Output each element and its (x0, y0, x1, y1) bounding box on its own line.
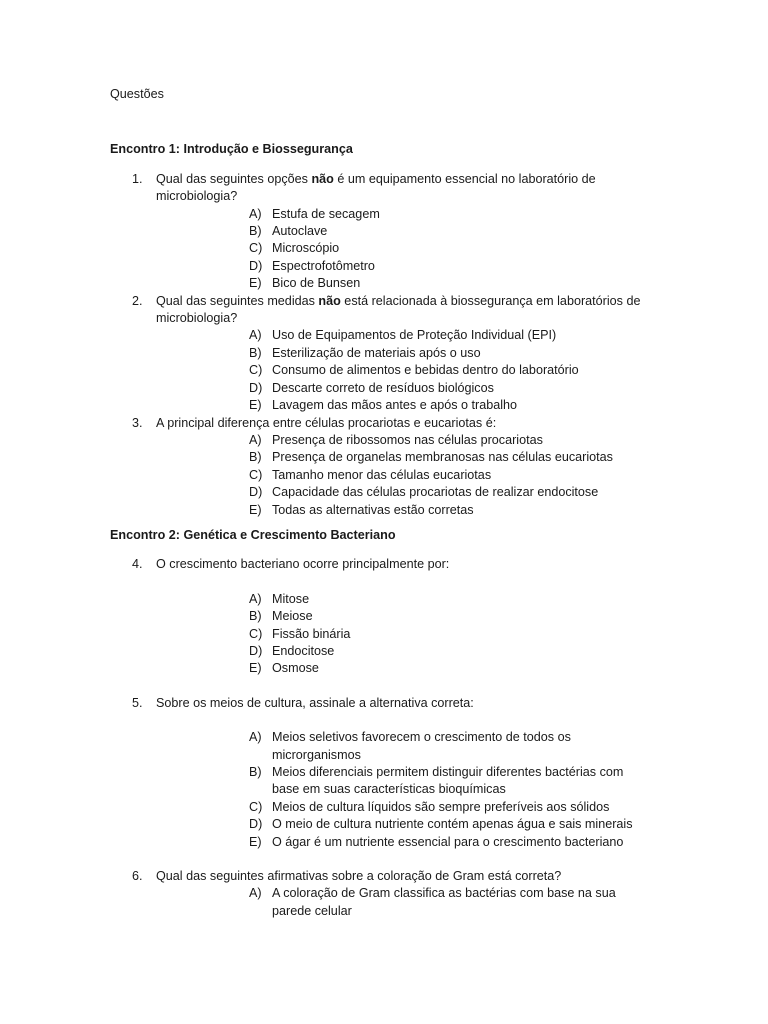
option-d: D) Descarte correto de resíduos biológicos (249, 380, 494, 395)
question-number: 4. (132, 557, 143, 572)
option-c: C) Microscópio (249, 241, 340, 256)
option-a: A) Uso de Equipamentos de Proteção Individual (EPI) (249, 328, 557, 343)
option-e: E) Bico de Bunsen (249, 276, 361, 291)
option-list (156, 432, 650, 519)
question-text: Qual das seguintes afirmativas sobre a coloração de Gram está correta? (156, 869, 562, 884)
question-number: 6. (132, 869, 143, 884)
emphasis: não (318, 293, 341, 308)
option-e: E) Lavagem das mãos antes e após o trabalho (249, 398, 518, 413)
option-d: D) Espectrofotômetro (249, 258, 375, 273)
question-text: Qual das seguintes medidas não está relacionada à biossegurança em laboratórios de microbiologia? (156, 293, 641, 326)
option-d: D) O meio de cultura nutriente contém apenas água e sais minerais (249, 817, 633, 832)
question-number: 5. (132, 695, 143, 710)
option-list (156, 327, 650, 414)
question-text: Qual das seguintes opções não é um equipamento essencial no laboratório de microbiologia? (156, 171, 596, 204)
question-number: 3. (132, 415, 143, 430)
question-6 (110, 868, 650, 920)
section-heading-1: Encontro 1: Introdução e Biossegurança (110, 142, 353, 157)
option-b: B) Meiose (249, 609, 313, 624)
section-heading-2: Encontro 2: Genética e Crescimento Bacteriano (110, 527, 396, 542)
question-list-1 (110, 171, 650, 519)
option-b: B) Esterilização de materiais após o uso (249, 345, 481, 360)
option-b: B) Presença de organelas membranosas nas células eucariotas (249, 450, 613, 465)
option-a: A) Meios seletivos favorecem o crescimento de todos os microrganismos (249, 730, 571, 762)
option-list (156, 885, 650, 920)
option-a: A) Mitose (249, 591, 310, 606)
question-number: 1. (132, 171, 143, 186)
option-c: C) Fissão binária (249, 626, 351, 641)
option-b: B) Meios diferenciais permitem distinguir diferentes bactérias com base em suas características bioquímicas (249, 765, 624, 797)
option-list (156, 591, 650, 678)
option-d: D) Endocitose (249, 643, 335, 658)
option-a: A) A coloração de Gram classifica as bactérias com base na sua parede celular (249, 886, 616, 918)
option-b: B) Autoclave (249, 224, 328, 239)
option-a: A) Presença de ribossomos nas células procariotas (249, 432, 543, 447)
question-5 (110, 695, 650, 868)
document-title: Questões (110, 87, 164, 101)
option-e: E) O ágar é um nutriente essencial para o crescimento bacteriano (249, 834, 624, 849)
option-e: E) Osmose (249, 661, 319, 676)
question-list-2 (110, 556, 650, 920)
question-number: 2. (132, 293, 143, 308)
question-3 (110, 415, 650, 519)
option-c: C) Tamanho menor das células eucariotas (249, 467, 492, 482)
option-list (156, 206, 650, 293)
question-2 (110, 293, 650, 415)
question-4 (110, 556, 650, 694)
option-list (156, 729, 650, 851)
question-text: O crescimento bacteriano ocorre principalmente por: (156, 557, 450, 572)
question-1 (110, 171, 650, 293)
option-a: A) Estufa de secagem (249, 206, 380, 221)
document-page (110, 86, 650, 920)
option-e: E) Todas as alternativas estão corretas (249, 502, 474, 517)
question-text: A principal diferença entre células procariotas e eucariotas é: (156, 415, 497, 430)
question-text: Sobre os meios de cultura, assinale a alternativa correta: (156, 695, 474, 710)
option-c: C) Consumo de alimentos e bebidas dentro do laboratório (249, 363, 579, 378)
emphasis: não (311, 171, 334, 186)
option-d: D) Capacidade das células procariotas de realizar endocitose (249, 485, 599, 500)
option-c: C) Meios de cultura líquidos são sempre preferíveis aos sólidos (249, 799, 610, 814)
